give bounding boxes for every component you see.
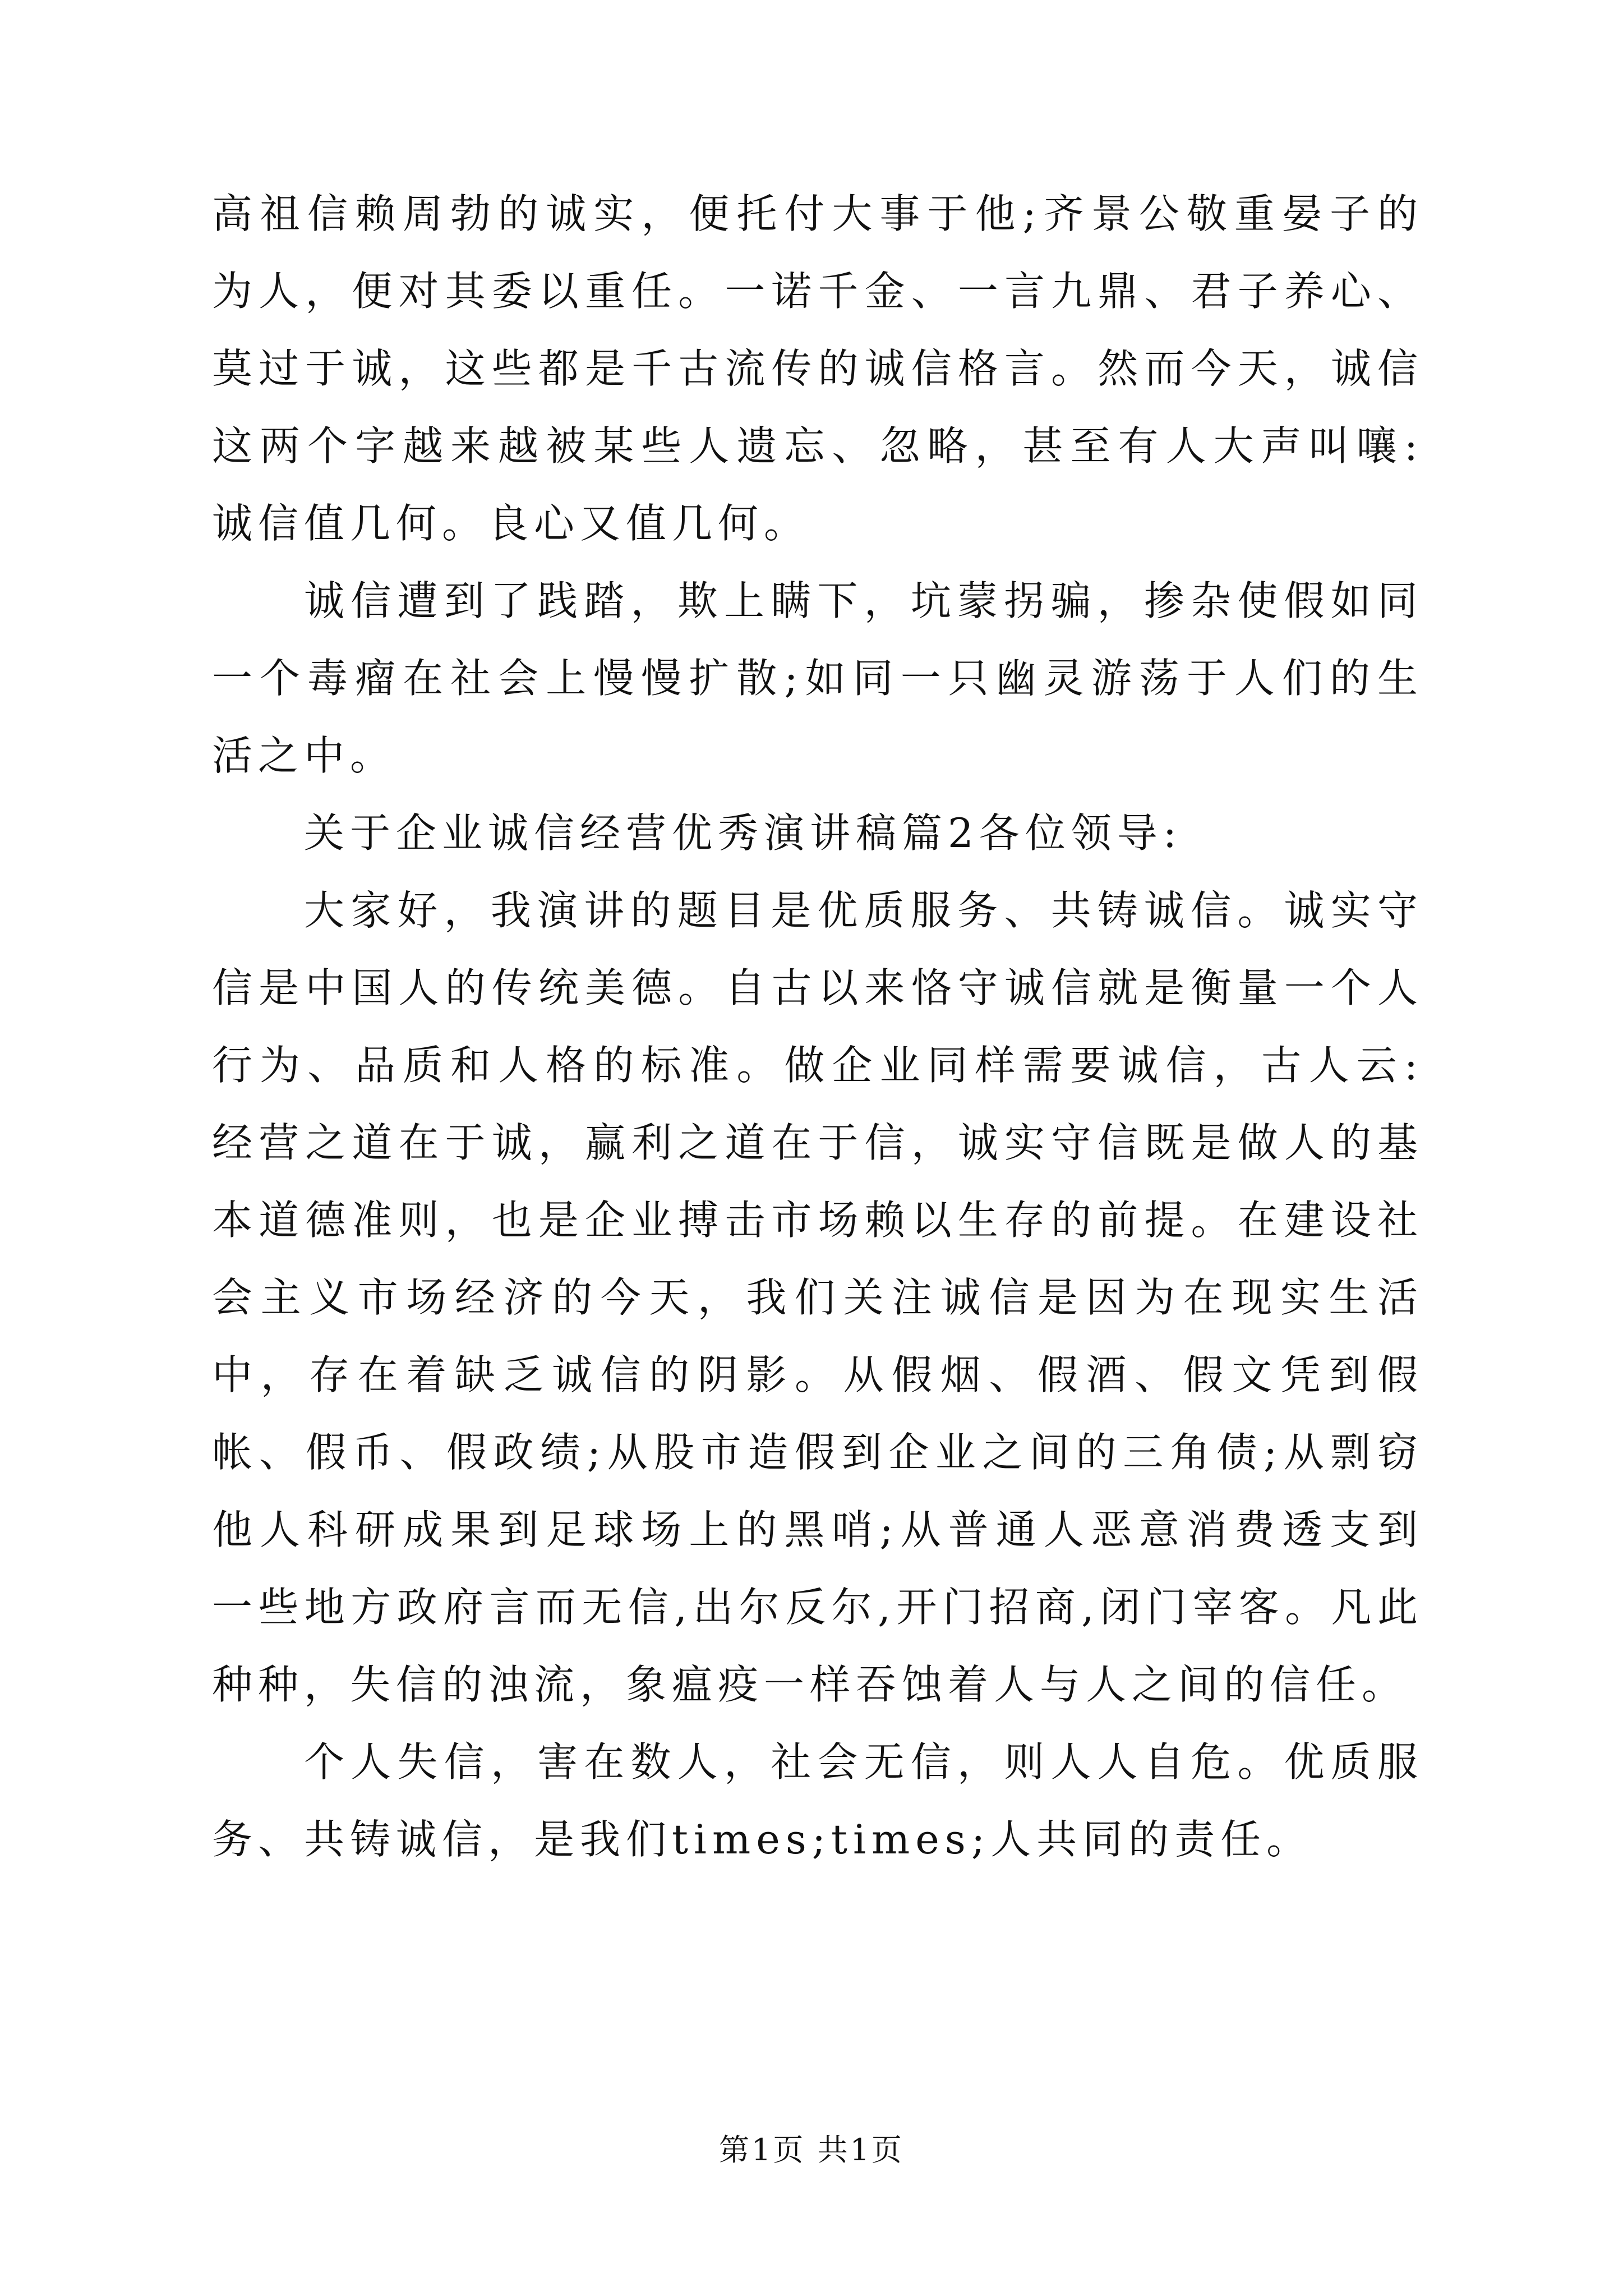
paragraph-1: 高祖信赖周勃的诚实，便托付大事于他;齐景公敬重晏子的为人，便对其委以重任。一诺千金、一言九鼎、君子养心、莫过于诚，这些都是千古流传的诚信格言。然而今天，诚信这两个字越来越被某些人遗忘、忽略，甚至有人大声叫嚷:诚信值几何。良心又值几何。	[212, 190, 1423, 547]
page-footer: 第1页 共1页	[719, 2132, 904, 2168]
paragraph-4: 个人失信，害在数人，社会无信，则人人自危。优质服务、共铸诚信，是我们times;times;人共同的责任。	[212, 1738, 1423, 1863]
section-heading: 关于企业诚信经营优秀演讲稿篇2各位领导:	[304, 809, 1183, 857]
document-body	[212, 175, 1423, 1878]
paragraph-2: 诚信遭到了践踏，欺上瞒下，坑蒙拐骗，掺杂使假如同一个毒瘤在社会上慢慢扩散;如同一只幽灵游荡于人们的生活之中。	[212, 577, 1423, 779]
paragraph-3: 大家好，我演讲的题目是优质服务、共铸诚信。诚实守信是中国人的传统美德。自古以来恪守诚信就是衡量一个人行为、品质和人格的标准。做企业同样需要诚信，古人云:经营之道在于诚，赢利之道在于信，诚实守信既是做人的基本道德准则，也是企业搏击市场赖以生存的前提。在建设社会主义市场经济的今天，我们关注诚信是因为在现实生活中，存在着缺乏诚信的阴影。从假烟、假酒、假文凭到假帐、假币、假政绩;从股市造假到企业之间的三角债;从剽窃他人科研成果到足球场上的黑哨;从普通人恶意消费透支到一些地方政府言而无信,出尔反尔,开门招商,闭门宰客。凡此种种，失信的浊流，象瘟疫一样吞蚀着人与人之间的信任。	[212, 887, 1423, 1708]
